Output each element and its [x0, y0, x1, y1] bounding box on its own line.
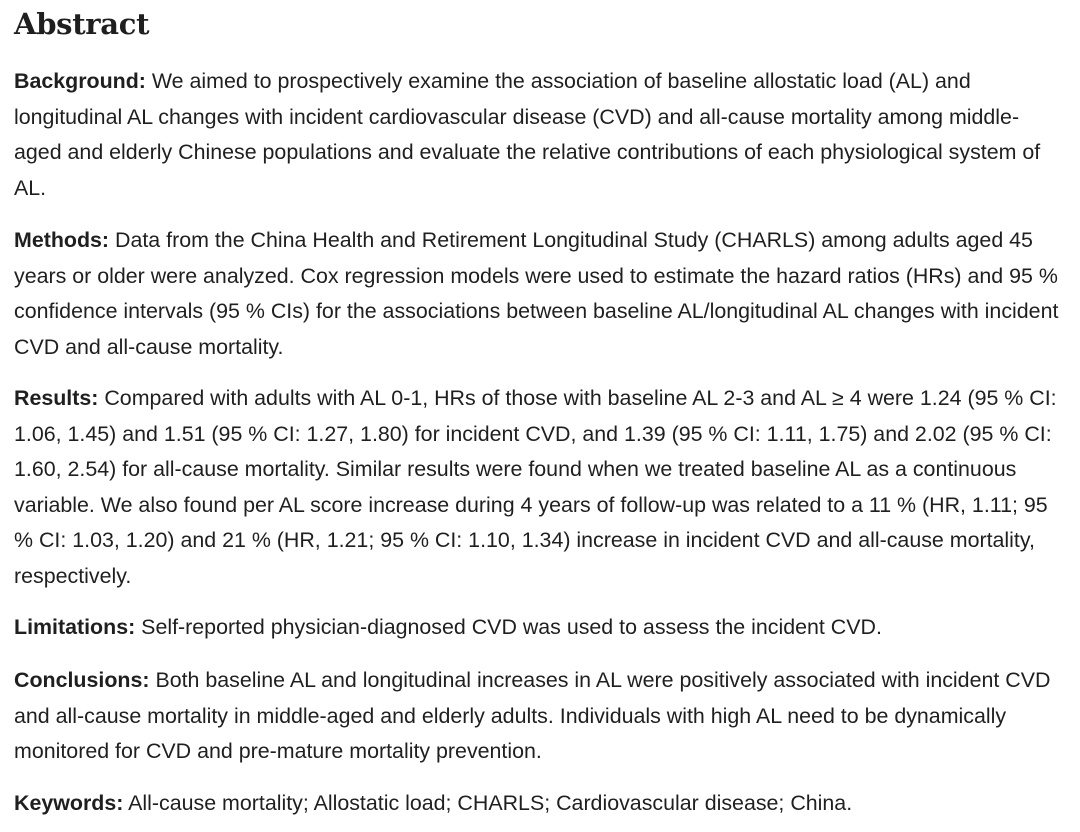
limitations-text: Self-reported physician-diagnosed CVD was used to assess the incident CVD. [141, 615, 882, 639]
results-text: Compared with adults with AL 0-1, HRs of those with baseline AL 2-3 and AL ≥ 4 were 1.24 (95 % CI: 1.06, 1.45) and 1.51 (95 % CI: 1.27, 1.80) for incident CVD, and 1.39 (95 % CI: 1.11, 1.75) and 2.02 (95 % CI: 1.60, 2.54) for all-cause mortality. Similar results were found when we treated baseline AL as a continuous variable. We also found per AL score increase during 4 years of follow-up was related to a 11 % (HR, 1.11; 95 % CI: 1.03, 1.20) and 21 % (HR, 1.21; 95 % CI: 1.10, 1.34) increase in incident CVD and all-cause mortality, respectively. [14, 386, 1057, 588]
results-section [14, 381, 1066, 594]
methods-section [14, 223, 1066, 365]
conclusions-section [14, 663, 1066, 770]
conclusions-label: Conclusions: [14, 668, 150, 692]
limitations-label: Limitations: [14, 615, 136, 639]
keywords-section [14, 786, 1066, 822]
methods-text: Data from the China Health and Retirement Longitudinal Study (CHARLS) among adults aged 45 years or older were analyzed. Cox regression models were used to estimate the hazard ratios (HRs) and 95 % confidence intervals (95 % CIs) for the associations between baseline AL/longitudinal AL changes with incident CVD and all-cause mortality. [14, 228, 1059, 359]
keywords-text: All-cause mortality; Allostatic load; CHARLS; Cardiovascular disease; China. [128, 791, 853, 815]
abstract-heading: Abstract [14, 7, 150, 41]
background-section [14, 64, 1066, 206]
results-label: Results: [14, 386, 99, 410]
background-label: Background: [14, 69, 146, 93]
background-text: We aimed to prospectively examine the association of baseline allostatic load (AL) and longitudinal AL changes with incident cardiovascular disease (CVD) and all-cause mortality among middle-aged and elderly Chinese populations and evaluate the relative contributions of each physiological system of AL. [14, 69, 1041, 200]
methods-label: Methods: [14, 228, 110, 252]
limitations-section [14, 610, 1066, 646]
keywords-label: Keywords: [14, 791, 124, 815]
conclusions-text: Both baseline AL and longitudinal increases in AL were positively associated with incident CVD and all-cause mortality in middle-aged and elderly adults. Individuals with high AL need to be dynamically monitored for CVD and pre-mature mortality prevention. [14, 668, 1051, 763]
